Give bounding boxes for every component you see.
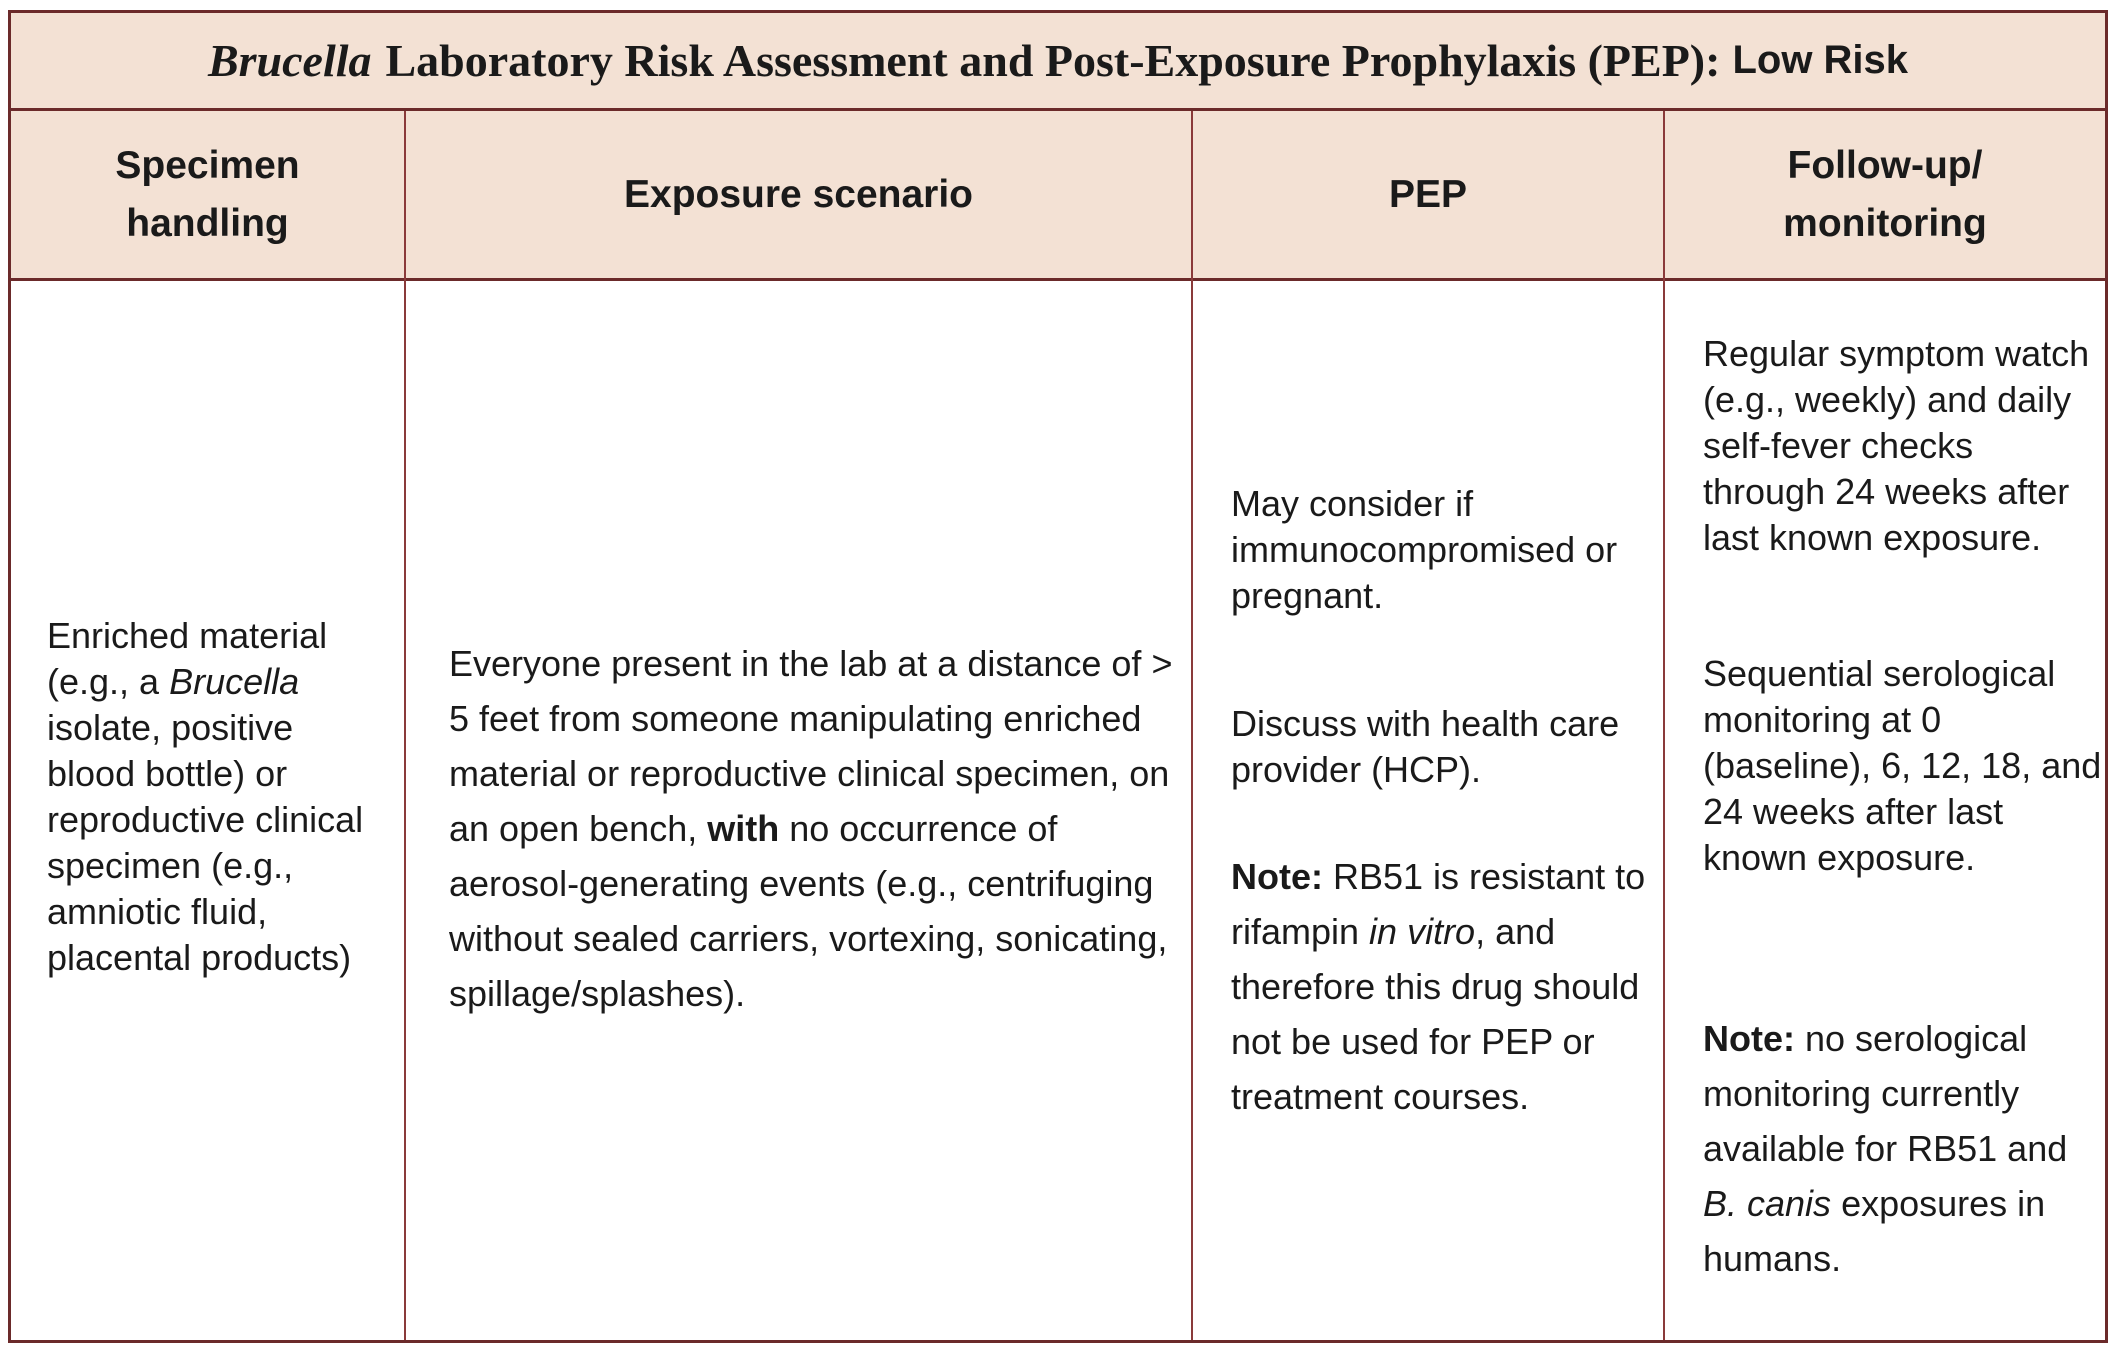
table-title bbox=[11, 13, 2105, 111]
table-row bbox=[11, 281, 2105, 1340]
title-genus: Brucella bbox=[207, 35, 372, 86]
column-header-row bbox=[11, 111, 2105, 281]
pep-paragraph-1: May consider if immunocompromised or pregnant. bbox=[1231, 483, 1618, 616]
header-pep: PEP bbox=[1388, 172, 1468, 216]
specimen-text: Enriched material (e.g., a Brucella isolate, positive blood bottle) or reproductive clinical specimen (e.g., amniotic fluid, placental products) bbox=[47, 615, 364, 978]
cell-specimen-handling bbox=[11, 281, 404, 1340]
followup-note: Note: no serological monitoring currently available for RB51 and B. canis exposures in humans. bbox=[1703, 1018, 2068, 1279]
title-risk-level: Low Risk bbox=[1732, 38, 1909, 82]
title-main: Laboratory Risk Assessment and Post-Exposure Prophylaxis (PEP): bbox=[385, 35, 1721, 86]
risk-assessment-table bbox=[8, 10, 2108, 1343]
cell-follow-up-monitoring bbox=[1665, 281, 2105, 1340]
cell-exposure-scenario bbox=[406, 281, 1191, 1340]
pep-paragraph-2: Discuss with health care provider (HCP). bbox=[1231, 703, 1620, 790]
followup-paragraph-1: Regular symptom watch (e.g., weekly) and daily self-fever checks through 24 weeks after last known exposure. bbox=[1703, 333, 2090, 558]
followup-paragraph-2: Sequential serological monitoring at 0 (baseline), 6, 12, 18, and 24 weeks after last known exposure. bbox=[1703, 653, 2102, 878]
cell-pep bbox=[1193, 281, 1663, 1340]
header-follow-up-monitoring: Follow-up/ monitoring bbox=[1783, 143, 1987, 245]
pep-note: Note: RB51 is resistant to rifampin in vitro, and therefore this drug should not be used for PEP or treatment courses. bbox=[1231, 856, 1646, 1117]
header-specimen-handling: Specimen handling bbox=[115, 143, 300, 245]
exposure-text: Everyone present in the lab at a distance of > 5 feet from someone manipulating enriched material or reproductive clinical specimen, on an open bench, with no occurrence of aerosol-generating events (e.g., centrifuging without sealed carriers, vortexing, sonicating, spillage/splashes). bbox=[449, 643, 1173, 1014]
header-exposure-scenario: Exposure scenario bbox=[624, 172, 973, 216]
